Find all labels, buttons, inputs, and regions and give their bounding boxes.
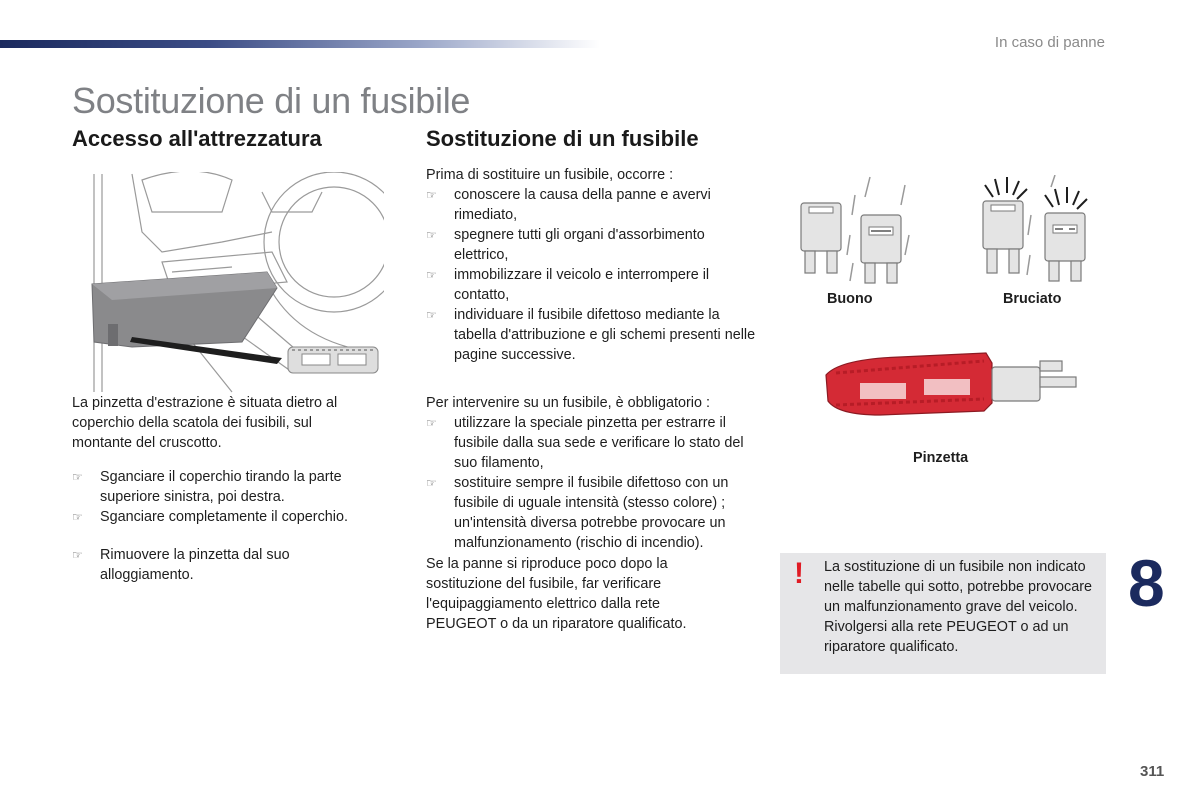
list-item: ☞ conoscere la causa della panne e avervi rimediato, xyxy=(426,185,756,225)
chapter-number: 8 xyxy=(1128,546,1165,620)
label-burnt: Bruciato xyxy=(1003,291,1062,307)
prereq-list xyxy=(426,185,756,365)
fuse-burnt-illustration xyxy=(975,175,1105,285)
list-item: ☞ spegnere tutti gli organi d'assorbimento elettrico, xyxy=(426,225,756,265)
intro-text-2: Per intervenire su un fusibile, è obbligatorio : xyxy=(426,395,710,411)
list-item: ☞ sostituire sempre il fusibile difettoso con un fusibile di uguale intensità (stesso colore) ; un'intensità diversa potrebbe provocare un malfunzionamento (rischio di incendio). xyxy=(426,473,756,553)
fuse-good-illustration xyxy=(795,175,915,285)
warning-text: La sostituzione di un fusibile non indicato nelle tabelle qui sotto, potrebbe provocare un malfunzionamento grave del veicolo. Rivolgersi alla rete PEUGEOT o ad un riparatore qualificato. xyxy=(824,559,1093,655)
heading-access: Accesso all'attrezzatura xyxy=(72,126,322,151)
dashboard-illustration xyxy=(72,172,384,394)
warning-icon: ! xyxy=(794,557,804,590)
list-item: ☞ Sganciare completamente il coperchio. xyxy=(72,507,372,527)
list-item: ☞ Sganciare il coperchio tirando la parte superiore sinistra, poi destra. xyxy=(72,467,372,507)
steps-list-2 xyxy=(72,545,372,585)
page-number: 311 xyxy=(1140,763,1165,780)
warning-box xyxy=(780,553,1106,674)
list-item: ☞ individuare il fusibile difettoso mediante la tabella d'attribuzione e gli schemi presenti nelle pagine successive. xyxy=(426,305,756,365)
page-title: Sostituzione di un fusibile xyxy=(72,80,471,121)
intro-text: Prima di sostituire un fusibile, occorre : xyxy=(426,167,674,183)
heading-replace: Sostituzione di un fusibile xyxy=(426,126,699,151)
list-item: ☞ immobilizzare il veicolo e interrompere il contatto, xyxy=(426,265,756,305)
label-pliers: Pinzetta xyxy=(913,450,969,466)
list-item: ☞ utilizzare la speciale pinzetta per estrarre il fusibile dalla sua sede e verificare lo stato del suo filamento, xyxy=(426,413,756,473)
label-good: Buono xyxy=(827,291,873,307)
caption-left: La pinzetta d'estrazione è situata dietro al coperchio della scatola dei fusibili, sul montante del cruscotto. xyxy=(72,395,338,451)
list-item: ☞ Rimuovere la pinzetta dal suo alloggiamento. xyxy=(72,545,372,585)
outro-text: Se la panne si riproduce poco dopo la sostituzione del fusibile, far verificare l'equipaggiamento elettrico dalla rete PEUGEOT o da un riparatore qualificato. xyxy=(426,556,687,632)
steps-list xyxy=(72,467,372,527)
obligations-list xyxy=(426,413,756,553)
section-title: In caso di panne xyxy=(994,34,1105,51)
pliers-illustration xyxy=(820,345,1082,425)
header-bar xyxy=(0,40,600,48)
